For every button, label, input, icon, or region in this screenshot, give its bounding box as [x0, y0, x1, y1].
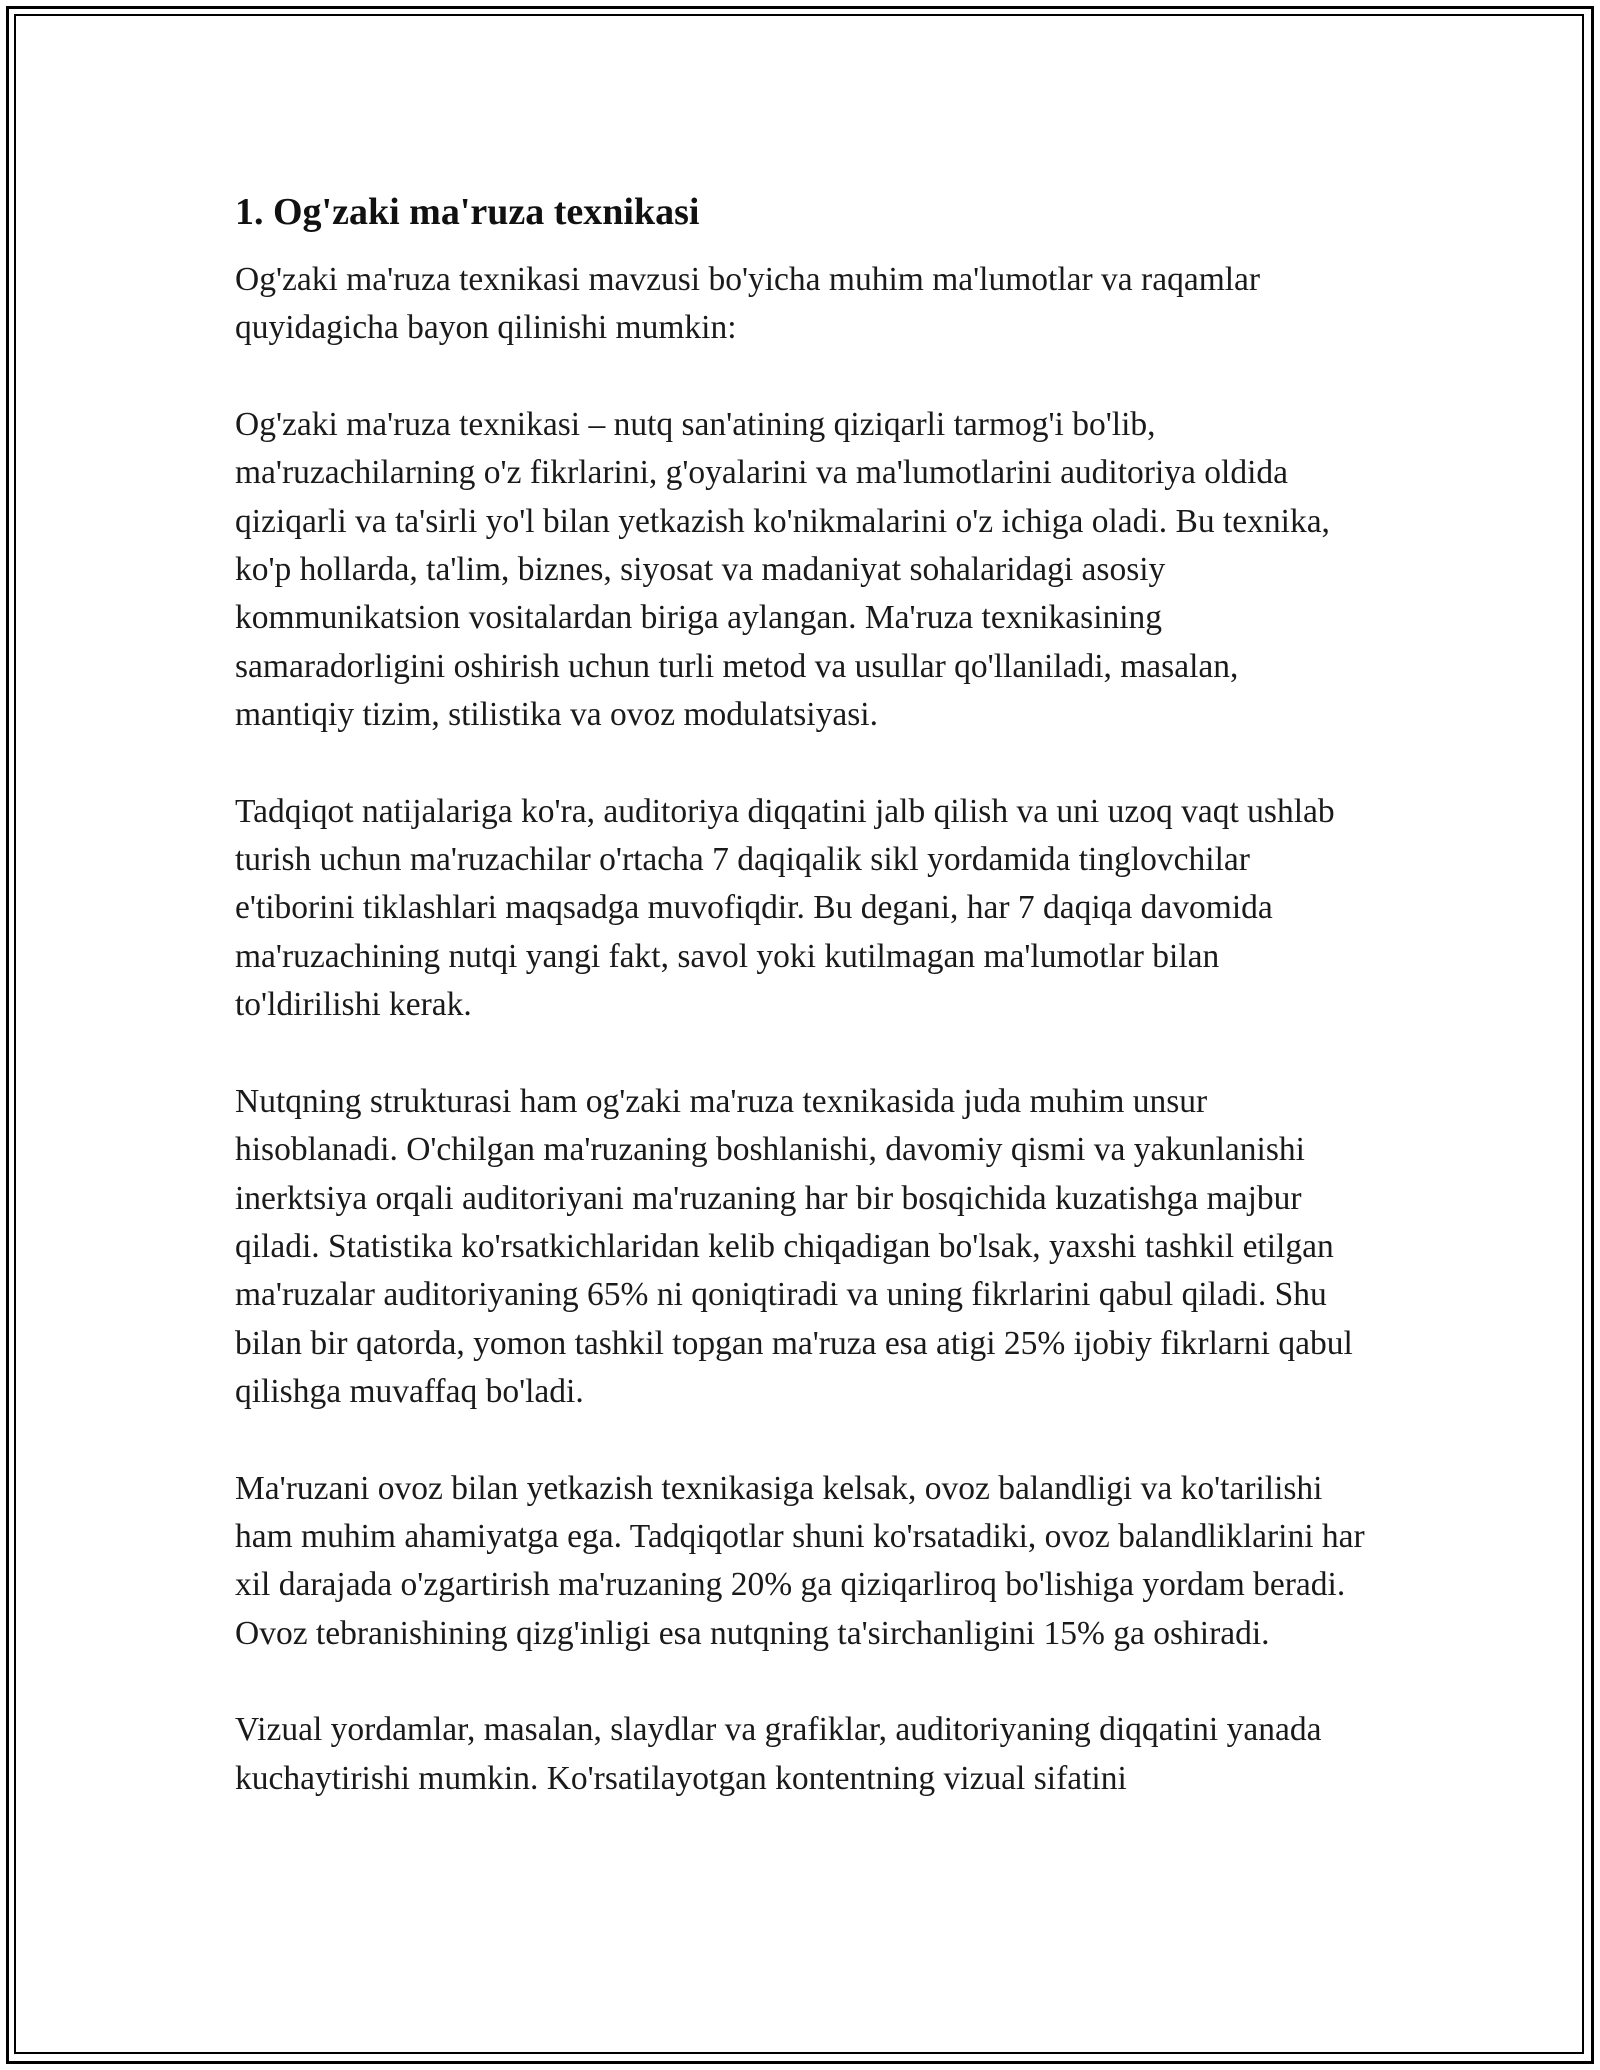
speech-structure-paragraph: Nutqning strukturasi ham og'zaki ma'ruza texnikasida juda muhim unsur hisoblanadi. O'chilgan ma'ruzaning boshlanishi, davomiy qismi va yakunlanishi inerktsiya orqali auditoriyani ma'ruzaning har bir bosqichida kuzatishga majbur qiladi. Statistika ko'rsatkichlaridan kelib chiqadigan bo'lsak, yaxshi tashkil etilgan ma'ruzalar auditoriyaning 65% ni qoniqtiradi va uning fikrlarini qabul qiladi. Shu bilan bir qatorda, yomon tashkil topgan ma'ruza esa atigi 25% ijobiy fikrlarni qabul qilishga muvaffaq bo'ladi. — [235, 1082, 1353, 1411]
attention-cycle-paragraph: Tadqiqot natijalariga ko'ra, auditoriya diqqatini jalb qilish va uni uzoq vaqt ushlab turish uchun ma'ruzachilar o'rtacha 7 daqiqalik sikl yordamida tinglovchilar e'tiborini tiklashlari maqsadga muvofiqdir. Bu degani, har 7 daqiqa davomida ma'ruzachining nutqi yangi fakt, savol yoki kutilmagan ma'lumotlar bilan to'ldirilishi kerak. — [235, 792, 1335, 1024]
visual-aids-paragraph: Vizual yordamlar, masalan, slaydlar va grafiklar, auditoriyaning diqqatini yanada kuchaytirishi mumkin. Ko'rsatilayotgan kontentning vizual sifatini — [235, 1711, 1322, 1797]
section-heading: 1. Og'zaki ma'ruza texnikasi — [235, 191, 700, 233]
voice-technique-paragraph: Ma'ruzani ovoz bilan yetkazish texnikasiga kelsak, ovoz balandligi va ko'tarilishi ham muhim ahamiyatga ega. Tadqiqotlar shuni ko'rsatadiki, ovoz balandliklarini har xil darajada o'zgartirish ma'ruzaning 20% ga qiziqarliroq bo'lishiga yordam beradi. Ovoz tebranishining qizg'inligi esa nutqning ta'sirchanligini 15% ga oshiradi. — [235, 1469, 1365, 1652]
definition-paragraph: Og'zaki ma'ruza texnikasi – nutq san'atining qiziqarli tarmog'i bo'lib, ma'ruzachilarning o'z fikrlarini, g'oyalarini va ma'lumotlarini auditoriya oldida qiziqarli va ta'sirli yo'l bilan yetkazish ko'nikmalarini o'z ichiga oladi. Bu texnika, ko'p hollarda, ta'lim, biznes, siyosat va madaniyat sohalaridagi asosiy kommunikatsion vositalardan biriga aylangan. Ma'ruza texnikasining samaradorligini oshirish uchun turli metod va usullar qo'llaniladi, masalan, mantiqiy tizim, stilistika va ovoz modulatsiyasi. — [235, 405, 1330, 734]
intro-paragraph: Og'zaki ma'ruza texnikasi mavzusi bo'yicha muhim ma'lumotlar va raqamlar quyidagicha bayon qilinishi mumkin: — [235, 261, 1261, 347]
document-body — [235, 188, 1365, 1851]
